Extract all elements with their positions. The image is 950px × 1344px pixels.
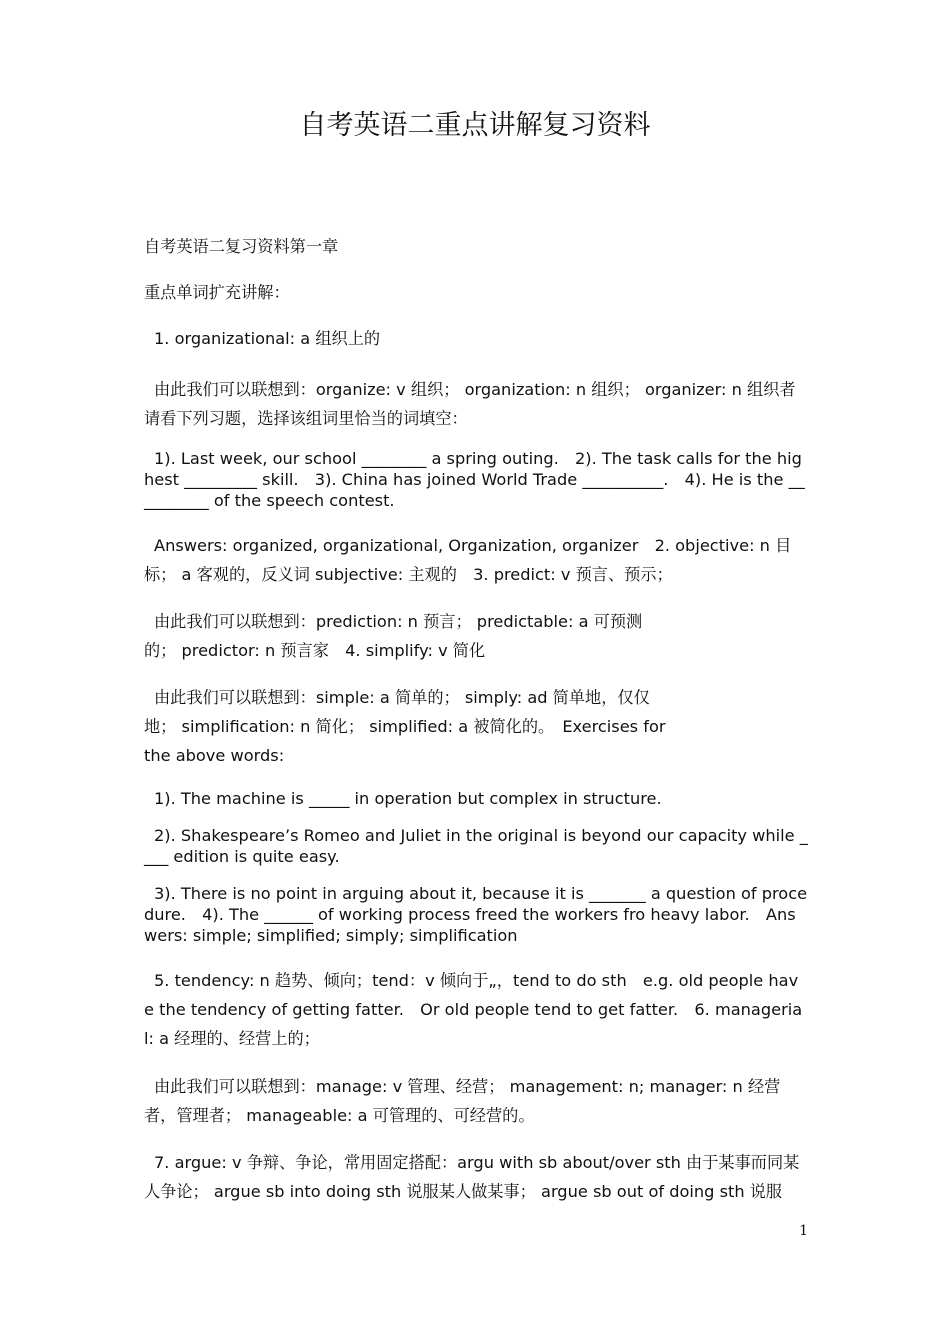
section-heading: 重点单词扩充讲解：: [144, 283, 290, 302]
paragraph: 由此我们可以联想到：prediction: n 预言； predictable: a 可预测的； predictor: n 预言家 4. simplify: v 简化: [144, 612, 643, 660]
paragraph: 1). The machine is _____ in operation but complex in structure.: [154, 789, 662, 808]
paragraph: 1. organizational: a 组织上的: [154, 329, 381, 348]
paragraph: 2). Shakespeare’s Romeo and Juliet in the original is beyond our capacity while ____ edition is quite easy.: [144, 826, 808, 866]
document-body: [144, 236, 812, 1206]
paragraph: 由此我们可以联想到：simple: a 简单的； simply: ad 简单地，仅仅地； simplification: n 简化； simplified: a 被简化的。 Exercises for the above words:: [144, 688, 666, 765]
paragraph: 7. argue: v 争辩、争论，常用固定搭配：argu with sb about/over sth 由于某事而同某人争论； argue sb into doing sth 说服某人做某事； argue sb out of doing sth 说服: [144, 1153, 800, 1201]
paragraph: Answers: organized, organizational, Organization, organizer 2. objective: n 目标； a 客观的，反义词 subjective: 主观的 3. predict: v 预言、预示；: [144, 536, 792, 584]
paragraph: 由此我们可以联想到：manage: v 管理、经营； management: n; manager: n 经营者，管理者； manageable: a 可管理的、可经营的。: [144, 1077, 781, 1125]
paragraph: 1). Last week, our school ________ a spring outing. 2). The task calls for the highest _________ skill. 3). China has joined World Trade __________. 4). He is the __________ of the speech contest.: [144, 449, 805, 510]
paragraph: 5. tendency: n 趋势、倾向；tend：v 倾向于„，tend to do sth e.g. old people have the tendency of getting fatter. Or old people tend to get fatter. 6. managerial: a 经理的、经营上的；: [144, 971, 803, 1048]
page-number: 1: [799, 1223, 808, 1239]
document-title: 自考英语二重点讲解复习资料: [299, 110, 651, 141]
paragraph: 由此我们可以联想到：organize: v 组织； organization: n 组织； organizer: n 组织者 请看下列习题，选择该组词里恰当的词填空：: [144, 380, 812, 428]
chapter-heading: 自考英语二复习资料第一章: [144, 237, 339, 256]
paragraph: 3). There is no point in arguing about it, because it is _______ a question of procedure. 4). The ______ of working process freed the workers fro heavy labor. Answers: simple; simplified; simply; simplification: [144, 884, 808, 945]
